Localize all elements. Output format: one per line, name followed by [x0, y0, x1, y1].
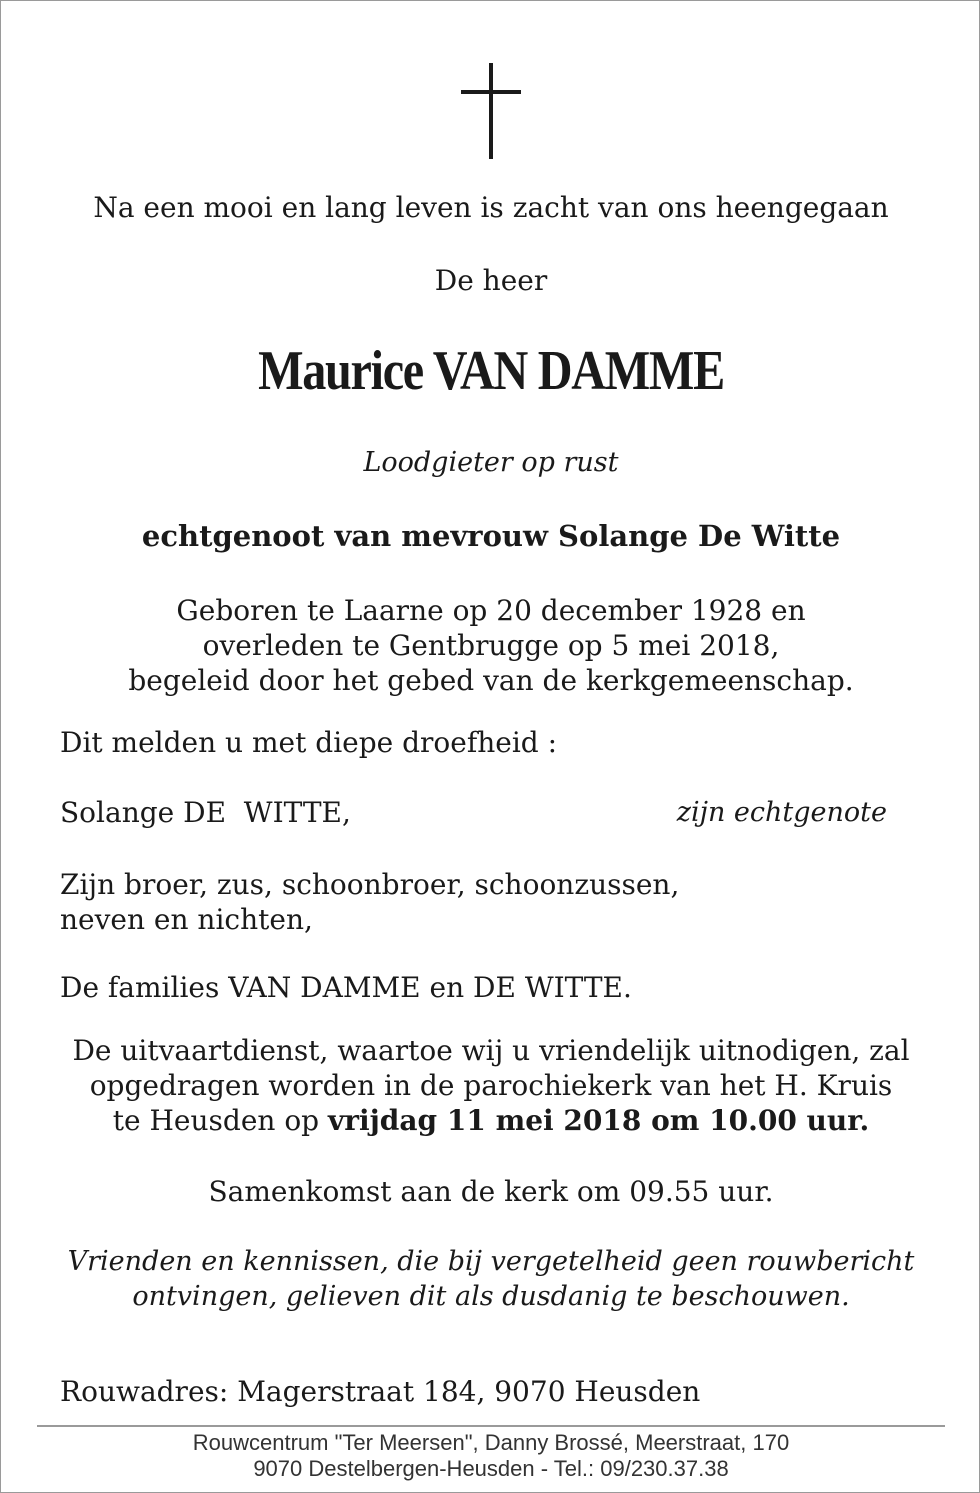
funeral-place: te Heusden op: [112, 1104, 329, 1137]
intro-line: Na een mooi en lang leven is zacht van ons heengegaan: [93, 191, 889, 224]
deceased-name: Maurice VAN DAMME: [258, 340, 724, 402]
honorific: De heer: [434, 264, 548, 297]
funeral-date: vrijdag 11 mei 2018 om 10.00 uur.: [328, 1104, 870, 1137]
survivor-name: Solange DE WITTE,: [60, 796, 351, 829]
death-line: overleden te Gentbrugge op 5 mei 2018,: [202, 629, 780, 662]
family-line: Zijn broer, zus, schoonbroer, schoonzussen,: [60, 868, 680, 901]
families-line: De families VAN DAMME en DE WITTE.: [60, 971, 632, 1004]
family-block: [60, 867, 679, 937]
profession: Loodgieter op rust: [363, 447, 619, 478]
funeral-line: De uitvaartdienst, waartoe wij u vriendelijk uitnodigen, zal: [72, 1034, 910, 1067]
cross-icon: [461, 63, 521, 161]
friends-line: ontvingen, gelieven dit als dusdanig te beschouwen.: [132, 1281, 850, 1312]
survivor-role: zijn echtgenote: [676, 797, 887, 828]
funeral-line: opgedragen worden in de parochiekerk van het H. Kruis: [89, 1069, 893, 1102]
footer-divider: [37, 1425, 945, 1427]
funeral-block: [1, 1033, 980, 1138]
prayer-line: begeleid door het gebed van de kerkgemeenschap.: [128, 664, 854, 697]
funeral-line: [1, 1103, 980, 1138]
gathering-line: Samenkomst aan de kerk om 09.55 uur.: [208, 1175, 774, 1208]
family-line: neven en nichten,: [60, 903, 313, 936]
funeral-home-line: Rouwcentrum "Ter Meersen", Danny Brossé, Meerstraat, 170: [192, 1430, 790, 1455]
birth-line: Geboren te Laarne op 20 december 1928 en: [176, 594, 806, 627]
friends-line: Vrienden en kennissen, die bij vergetelheid geen rouwbericht: [67, 1246, 915, 1277]
mourning-address: Rouwadres: Magerstraat 184, 9070 Heusden: [60, 1375, 701, 1408]
spouse-line: echtgenoot van mevrouw Solange De Witte: [141, 519, 841, 553]
funeral-home-contact: 9070 Destelbergen-Heusden - Tel.: 09/230.37.38: [253, 1456, 729, 1481]
birth-death-block: [1, 593, 980, 698]
friends-note: [1, 1244, 980, 1314]
announcement: Dit melden u met diepe droefheid :: [60, 726, 558, 759]
